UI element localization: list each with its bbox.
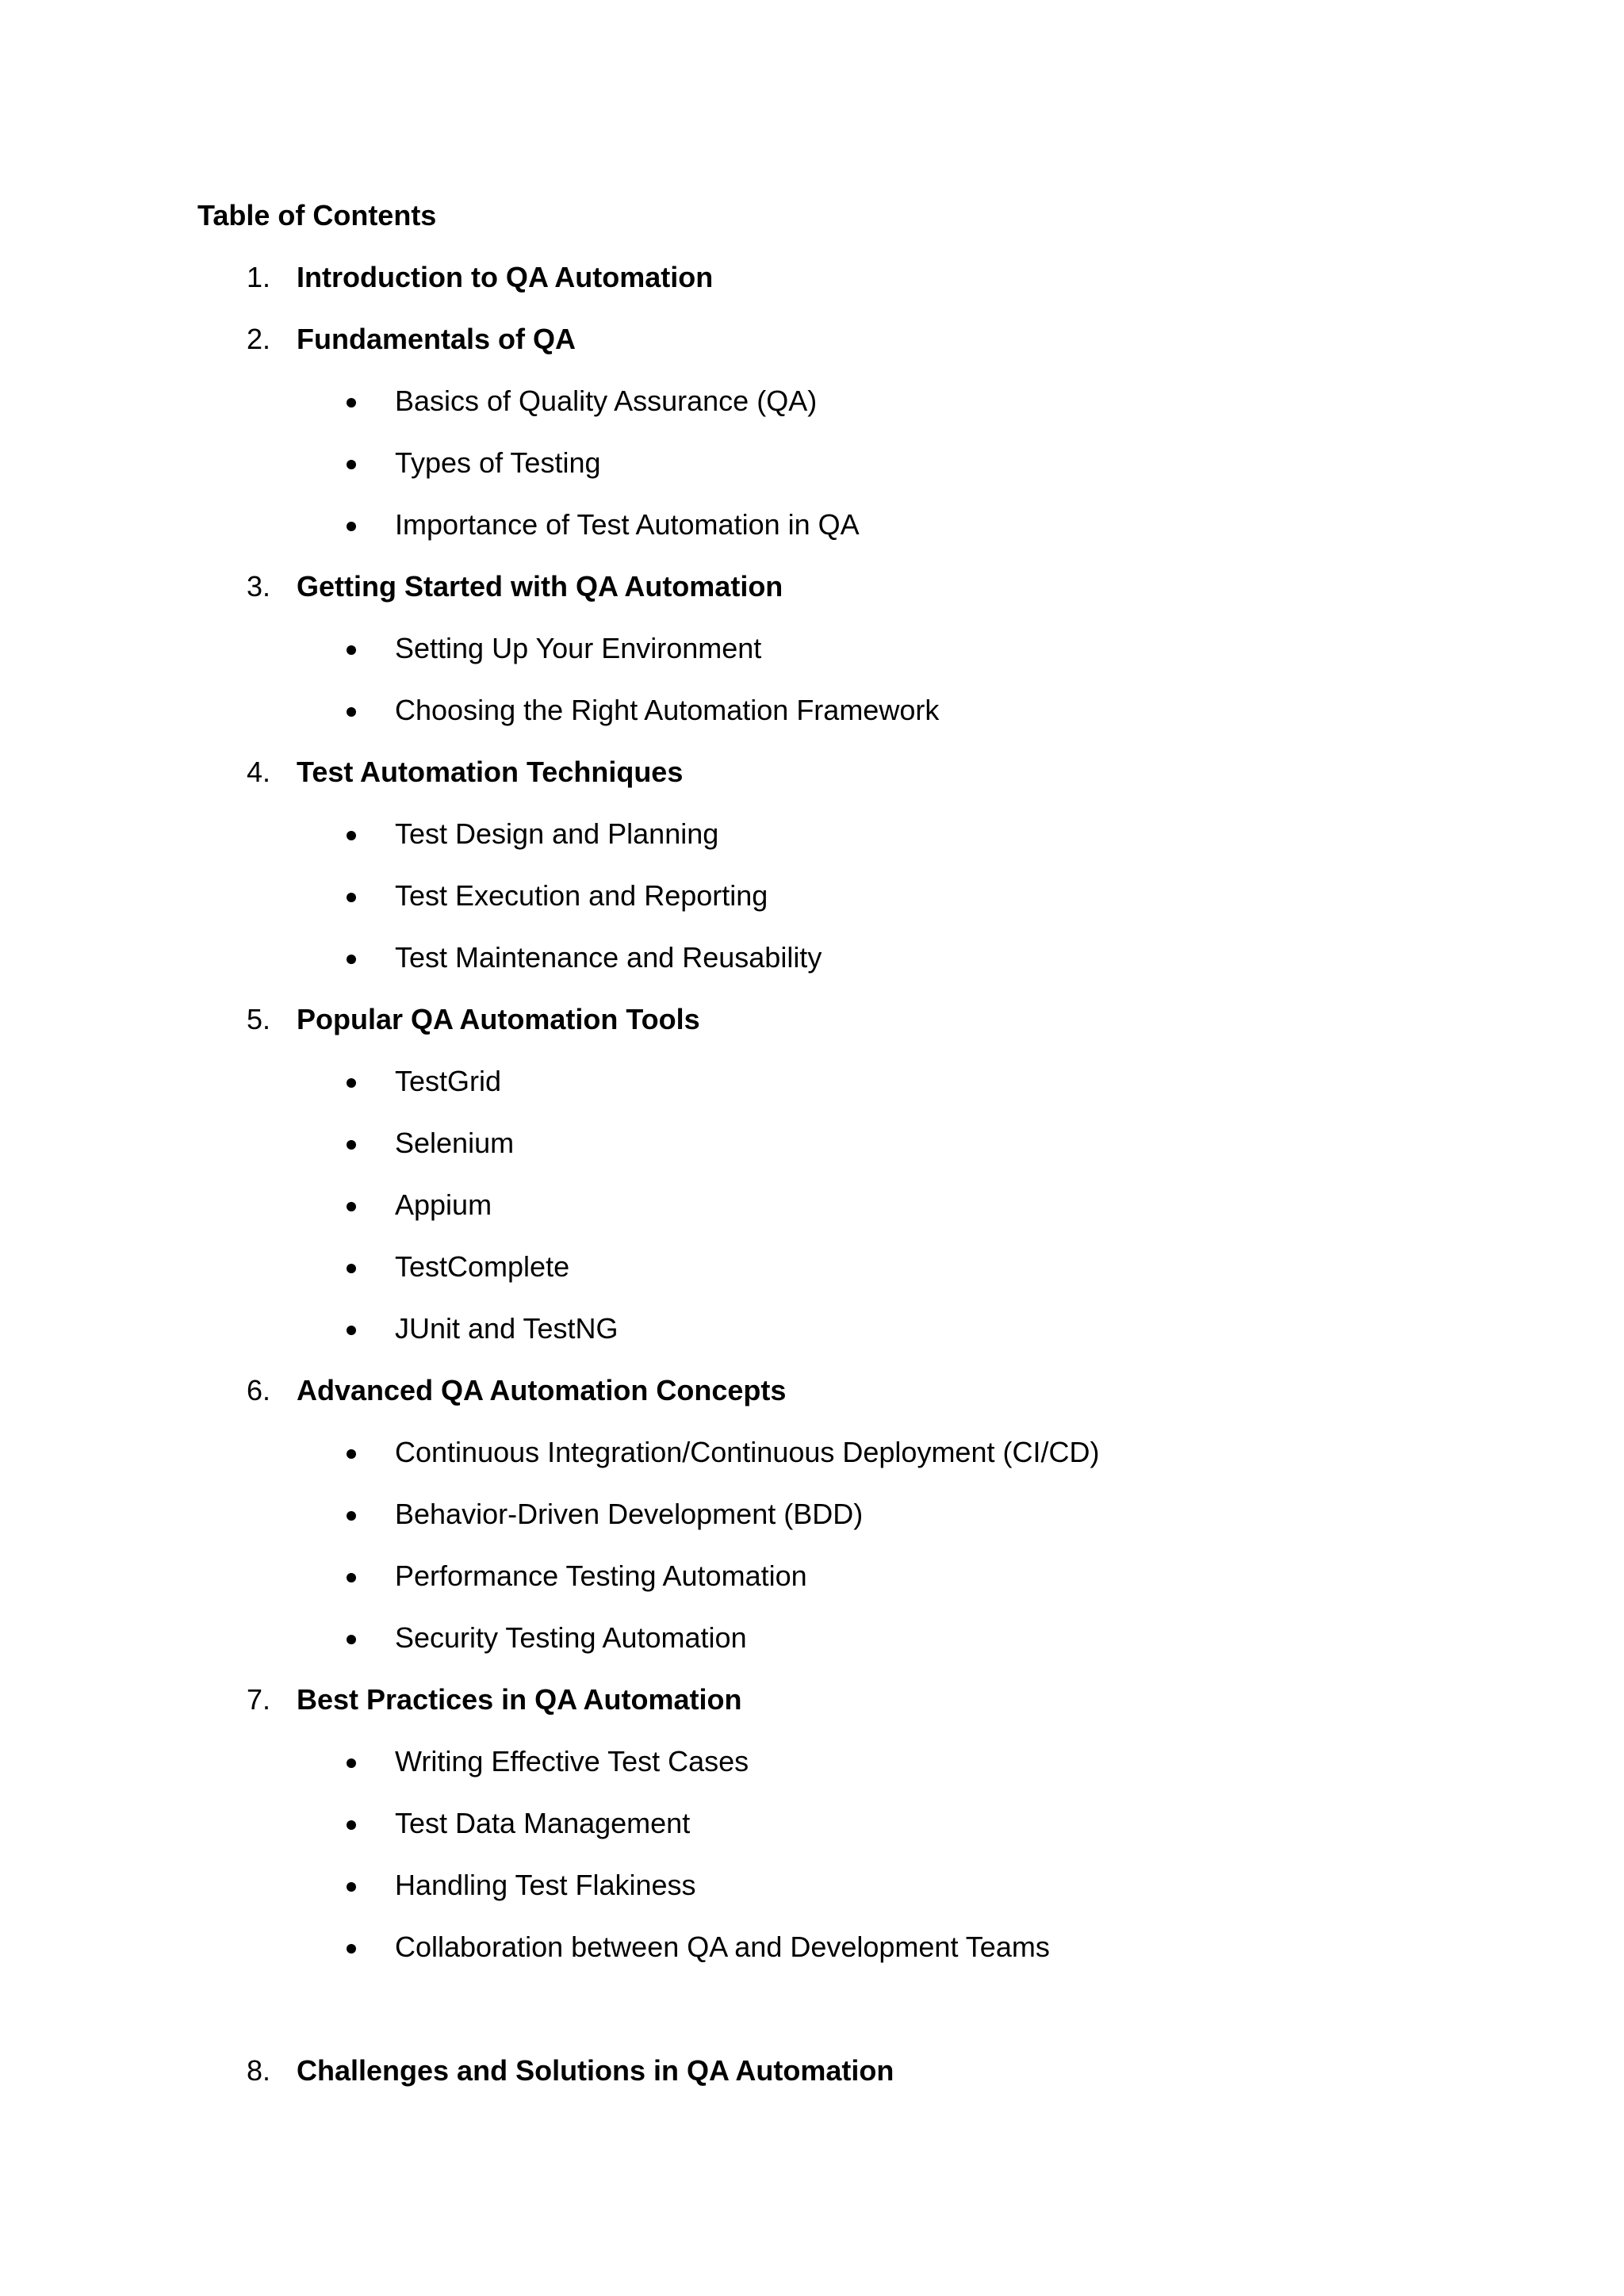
section-number: 1. [247, 261, 271, 293]
list-item-text: TestComplete [395, 1250, 570, 1283]
bullet-icon [347, 1078, 356, 1088]
bullet-icon [347, 398, 356, 408]
section-title: Popular QA Automation Tools [297, 1003, 700, 1035]
list-item-text: Test Maintenance and Reusability [395, 941, 822, 974]
bullet-icon [347, 831, 356, 840]
list-item-text: Performance Testing Automation [395, 1559, 807, 1592]
list-item-text: Types of Testing [395, 446, 601, 479]
section-number: 2. [247, 323, 271, 355]
bullet-icon [347, 1511, 356, 1521]
list-item-text: Continuous Integration/Continuous Deployment (CI/CD) [395, 1436, 1100, 1468]
bullet-icon [347, 955, 356, 964]
bullet-icon [347, 645, 356, 655]
list-item-text: Test Data Management [395, 1807, 691, 1839]
list-item-text: Behavior-Driven Development (BDD) [395, 1498, 864, 1530]
list-item-text: Selenium [395, 1127, 515, 1159]
list-item-text: TestGrid [395, 1065, 502, 1097]
list-item-text: JUnit and TestNG [395, 1312, 619, 1345]
bullet-icon [347, 1758, 356, 1768]
bullet-icon [347, 1140, 356, 1150]
bullet-icon [347, 1326, 356, 1335]
section-number: 8. [247, 2054, 271, 2087]
bullet-icon [347, 460, 356, 469]
section-title: Best Practices in QA Automation [297, 1683, 742, 1716]
list-item-text: Basics of Quality Assurance (QA) [395, 385, 818, 417]
list-item-text: Writing Effective Test Cases [395, 1745, 749, 1777]
list-item-text: Choosing the Right Automation Framework [395, 694, 940, 726]
section-title: Introduction to QA Automation [297, 261, 714, 293]
list-item-text: Importance of Test Automation in QA [395, 508, 860, 541]
bullet-icon [347, 1264, 356, 1273]
list-item-text: Test Execution and Reporting [395, 879, 768, 912]
list-item-text: Appium [395, 1188, 492, 1221]
bullet-icon [347, 1202, 356, 1211]
section-number: 4. [247, 756, 271, 788]
bullet-icon [347, 707, 356, 717]
section-number: 7. [247, 1683, 271, 1716]
section-title: Fundamentals of QA [297, 323, 576, 355]
section-title: Test Automation Techniques [297, 756, 684, 788]
bullet-icon [347, 1944, 356, 1954]
bullet-icon [347, 1820, 356, 1830]
section-number: 6. [247, 1374, 271, 1406]
bullet-icon [347, 1449, 356, 1459]
section-title: Advanced QA Automation Concepts [297, 1374, 787, 1406]
toc-title: Table of Contents [197, 199, 437, 232]
list-item-text: Security Testing Automation [395, 1621, 747, 1654]
list-item-text: Handling Test Flakiness [395, 1869, 696, 1901]
list-item-text: Test Design and Planning [395, 817, 719, 850]
list-item-text: Setting Up Your Environment [395, 632, 762, 664]
bullet-icon [347, 1882, 356, 1892]
bullet-icon [347, 1635, 356, 1644]
section-number: 3. [247, 570, 271, 603]
list-item-text: Collaboration between QA and Development Teams [395, 1931, 1050, 1963]
section-title: Challenges and Solutions in QA Automation [297, 2054, 894, 2087]
bullet-icon [347, 1573, 356, 1582]
bullet-icon [347, 893, 356, 902]
bullet-icon [347, 522, 356, 531]
section-title: Getting Started with QA Automation [297, 570, 783, 603]
section-number: 5. [247, 1003, 271, 1035]
